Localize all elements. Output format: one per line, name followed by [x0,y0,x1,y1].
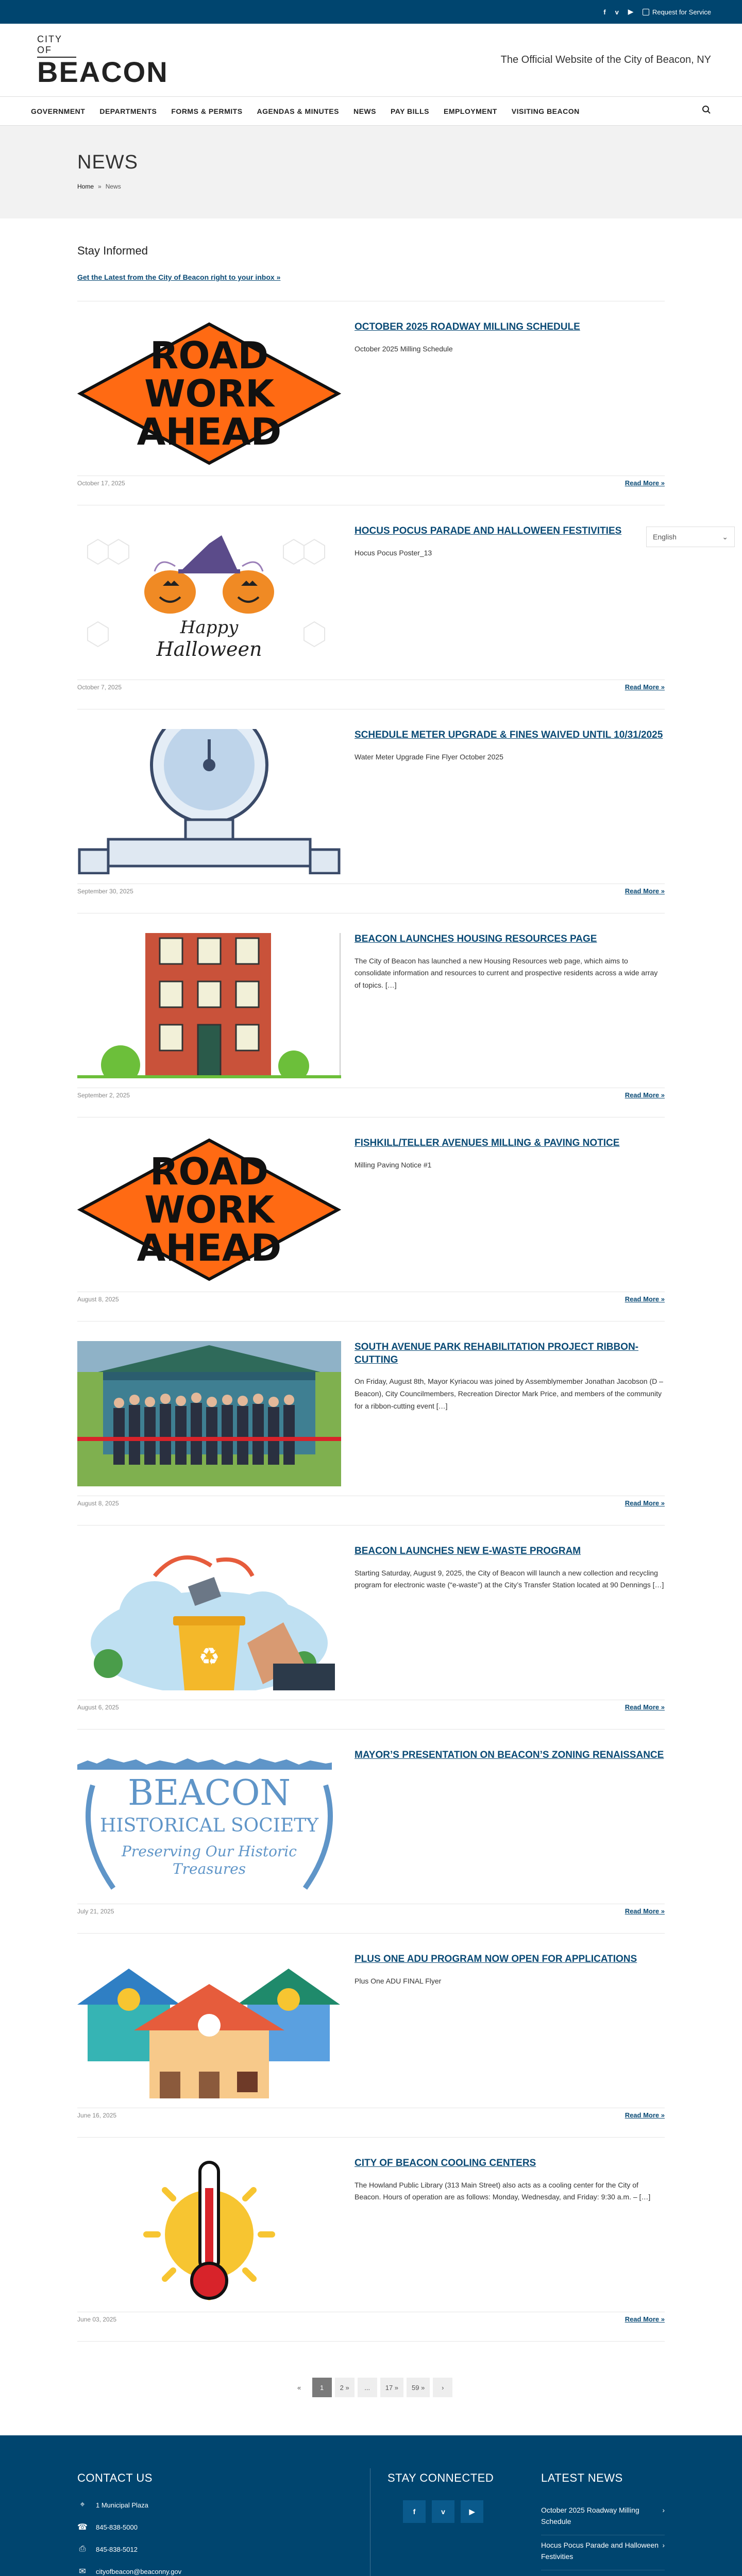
pagination-page-2[interactable]: 2 » [335,2378,355,2397]
post-title[interactable]: PLUS ONE ADU PROGRAM NOW OPEN FOR APPLICATIONS [355,1954,637,1964]
road-sign-line-1: ROAD [149,334,269,377]
breadcrumb-home[interactable]: Home [77,183,94,190]
footer-fax [77,2545,181,2554]
news-container [77,218,665,2433]
email-text: cityofbeacon@beaconny.gov [96,2567,182,2575]
pagination-page-17[interactable]: 17 » [380,2378,403,2397]
road-sign-line-3: AHEAD [137,1226,282,1269]
post-title[interactable]: BEACON LAUNCHES NEW E-WASTE PROGRAM [355,1546,581,1556]
logo-beacon: BEACON [37,55,168,88]
phone-icon: ☎ [77,2523,88,2532]
main-nav [0,97,742,126]
footer-phone[interactable] [77,2522,181,2532]
request-service-label: Request for Service [652,8,711,16]
nav-employment[interactable]: EMPLOYMENT [444,107,497,115]
location-icon: ⌖ [80,2500,85,2509]
post-thumbnail[interactable] [77,933,341,1078]
post-excerpt: The City of Beacon has launched a new Housing Resources web page, which aims to consolidate information and resources to current and prospective residents across a wide array of topics. […] [355,956,658,990]
breadcrumb-current: News [105,183,121,190]
post-title[interactable]: SCHEDULE METER UPGRADE & FINES WAIVED UNTIL 10/31/2025 [355,730,663,740]
halloween-line-2: Halloween [156,638,262,660]
breadcrumb [77,183,742,190]
hs-line-4: Treasures [172,1860,246,1877]
latest-news-item[interactable] [541,2570,665,2576]
svg-text:♻: ♻ [198,1642,220,1670]
language-select[interactable] [646,527,735,547]
nav-agendas-minutes[interactable]: AGENDAS & MINUTES [257,107,339,115]
post-date: September 2, 2025 [77,1092,130,1099]
search-icon[interactable] [702,105,711,117]
city-logo[interactable] [37,34,168,87]
news-post [77,1934,665,2138]
breadcrumb-separator: » [98,183,102,190]
post-thumbnail[interactable] [77,1749,341,1894]
site-tagline: The Official Website of the City of Beacon, NY [500,54,711,65]
news-post [77,1117,665,1321]
post-date: June 03, 2025 [77,2316,117,2323]
pagination-page-59[interactable]: 59 » [407,2378,430,2397]
nav-forms-permits[interactable]: FORMS & PERMITS [171,107,243,115]
read-more-link[interactable]: Read More » [625,2111,665,2119]
halloween-pumpkins-image [77,525,341,670]
post-thumbnail[interactable] [77,525,341,670]
post-title[interactable]: OCTOBER 2025 ROADWAY MILLING SCHEDULE [355,321,580,332]
post-date: October 7, 2025 [77,684,122,691]
read-more-link[interactable]: Read More » [625,1295,665,1303]
post-date: October 17, 2025 [77,480,125,487]
stay-connected-heading: STAY CONNECTED [387,2471,494,2484]
post-title[interactable]: FISHKILL/TELLER AVENUES MILLING & PAVING NOTICE [355,1138,620,1148]
footer-latest-news [541,2471,665,2576]
post-thumbnail[interactable] [77,1341,341,1486]
road-sign-line-3: AHEAD [137,410,282,453]
hs-line-3: Preserving Our Historic [122,1843,297,1860]
nav-departments[interactable]: DEPARTMENTS [99,107,157,115]
news-post [77,1321,665,1526]
post-thumbnail[interactable] [77,321,341,466]
thermometer-sun-image [77,2157,341,2302]
road-sign-line-2: WORK [144,1188,274,1231]
subscribe-link[interactable]: Get the Latest from the City of Beacon right to your inbox » [77,273,281,281]
post-title[interactable]: MAYOR’S PRESENTATION ON BEACON’S ZONING RENAISSANCE [355,1750,664,1760]
facebook-icon[interactable]: f [403,2500,426,2523]
post-excerpt: The Howland Public Library (313 Main Street) also acts as a cooling center for the City of Beacon. Hours of operation are as follows: Monday, Wednesday, and Friday: 9:30 a.m. – […] [355,2180,651,2201]
read-more-link[interactable]: Read More » [625,683,665,691]
logo-city-of: CITY OF [37,34,76,58]
news-post [77,505,665,709]
post-title[interactable]: BEACON LAUNCHES HOUSING RESOURCES PAGE [355,934,597,944]
post-thumbnail[interactable] [77,729,341,874]
read-more-link[interactable]: Read More » [625,1091,665,1099]
footer-address [77,2500,181,2510]
post-title[interactable]: HOCUS POCUS PARADE AND HALLOWEEN FESTIVITIES [355,526,622,536]
latest-news-heading: LATEST NEWS [541,2471,623,2484]
post-excerpt: Starting Saturday, August 9, 2025, the City of Beacon will launch a new collection and recycling program for electronic waste (“e-waste”) at the City’s Transfer Station located at 90 Dennings […] [355,1568,664,1589]
post-thumbnail[interactable] [77,1137,341,1282]
facebook-icon[interactable]: f [603,8,606,16]
read-more-link[interactable]: Read More » [625,1703,665,1711]
post-excerpt: October 2025 Milling Schedule [355,344,453,353]
pagination-next[interactable]: › [433,2378,452,2397]
fax-text: 845-838-5012 [96,2545,138,2553]
post-title[interactable]: SOUTH AVENUE PARK REHABILITATION PROJECT RIBBON-CUTTING [355,1342,639,1365]
request-icon [643,9,649,15]
post-date: August 6, 2025 [77,1704,119,1711]
page-title: NEWS [77,151,138,173]
post-date: August 8, 2025 [77,1500,119,1507]
road-work-sign-image [77,321,341,466]
email-icon: ✉ [79,2567,86,2576]
nav-government[interactable]: GOVERNMENT [31,107,86,115]
post-thumbnail[interactable] [77,1545,341,1690]
top-bar [0,0,742,24]
vimeo-icon[interactable]: v [432,2500,454,2523]
request-service-link[interactable] [643,8,711,16]
read-more-link[interactable]: Read More » [625,2315,665,2323]
news-post [77,913,665,1117]
latest-news-title [541,2574,662,2576]
phone-text: 845-838-5000 [96,2523,138,2531]
contact-heading: CONTACT US [77,2471,153,2484]
nav-pay-bills[interactable]: PAY BILLS [390,107,429,115]
site-footer [0,2435,742,2576]
page-banner [0,126,742,218]
post-excerpt: On Friday, August 8th, Mayor Kyriacou was joined by Assemblymember Jonathan Jacobson (D – Beacon), City Councilmembers, Recreation Director Mark Price, and members of the community for a ribbon-cutting event […] [355,1377,663,1410]
read-more-link[interactable]: Read More » [625,887,665,895]
vimeo-icon[interactable]: v [615,8,619,16]
apartment-building-image [77,933,341,1078]
post-date: July 21, 2025 [77,1908,114,1915]
post-thumbnail[interactable] [77,1953,341,2098]
footer-email[interactable] [77,2566,181,2576]
nav-visiting-beacon[interactable]: VISITING BEACON [511,107,580,115]
post-excerpt: Plus One ADU FINAL Flyer [355,1976,442,1985]
pagination [77,2342,665,2433]
e-waste-recycling-image [77,1545,341,1690]
latest-news-item[interactable] [541,2535,665,2570]
houses-illustration-image [77,1953,341,2098]
chevron-down-icon: ⌄ [722,532,728,541]
fax-icon: ⎙ [79,2545,86,2553]
post-excerpt: Hocus Pocus Poster_13 [355,548,432,557]
news-post [77,1526,665,1730]
halloween-line-1: Happy [180,617,239,638]
latest-news-title: Hocus Pocus Parade and Halloween Festivities [541,2540,659,2561]
pagination-ellipsis: ... [358,2378,377,2397]
historical-society-logo-image [77,1749,341,1894]
post-excerpt: Water Meter Upgrade Fine Flyer October 2025 [355,752,503,761]
address-text: 1 Municipal Plaza [96,2501,148,2509]
post-title[interactable]: CITY OF BEACON COOLING CENTERS [355,2158,536,2168]
read-more-link[interactable]: Read More » [625,1499,665,1507]
news-post [77,2138,665,2342]
chevron-right-icon: › [662,2506,665,2514]
news-post [77,301,665,505]
read-more-link[interactable]: Read More » [625,479,665,487]
language-selected: English [653,533,677,541]
latest-news-item[interactable] [541,2500,665,2535]
pagination-page-1[interactable]: 1 [312,2378,332,2397]
post-date: August 8, 2025 [77,1296,119,1303]
stay-informed-heading: Stay Informed [77,244,148,257]
ribbon-cutting-photo [77,1341,341,1486]
footer-contact [77,2471,181,2576]
chevron-right-icon: › [662,2540,665,2549]
latest-news-title: October 2025 Roadway Milling Schedule [541,2506,639,2526]
road-work-sign-image [77,1137,341,1282]
site-header [0,24,742,97]
nav-news[interactable]: NEWS [353,107,376,115]
hs-line-1: BEACON [128,1773,291,1814]
youtube-icon[interactable]: ▶ [461,2500,483,2523]
news-post [77,1730,665,1934]
youtube-icon[interactable]: ▶ [628,8,633,15]
footer-stay-connected [387,2471,494,2523]
read-more-link[interactable]: Read More » [625,1907,665,1915]
news-post [77,709,665,913]
post-date: June 16, 2025 [77,2112,117,2119]
hs-line-2: HISTORICAL SOCIETY [99,1815,319,1836]
post-excerpt: Milling Paving Notice #1 [355,1160,432,1169]
post-date: September 30, 2025 [77,888,133,895]
stay-informed [77,218,665,301]
post-thumbnail[interactable] [77,2157,341,2302]
pagination-prev[interactable]: « [297,2383,301,2392]
road-sign-line-1: ROAD [149,1150,269,1193]
road-sign-line-2: WORK [144,372,274,415]
water-meter-image [77,729,341,874]
chevron-right-icon [662,2574,665,2576]
